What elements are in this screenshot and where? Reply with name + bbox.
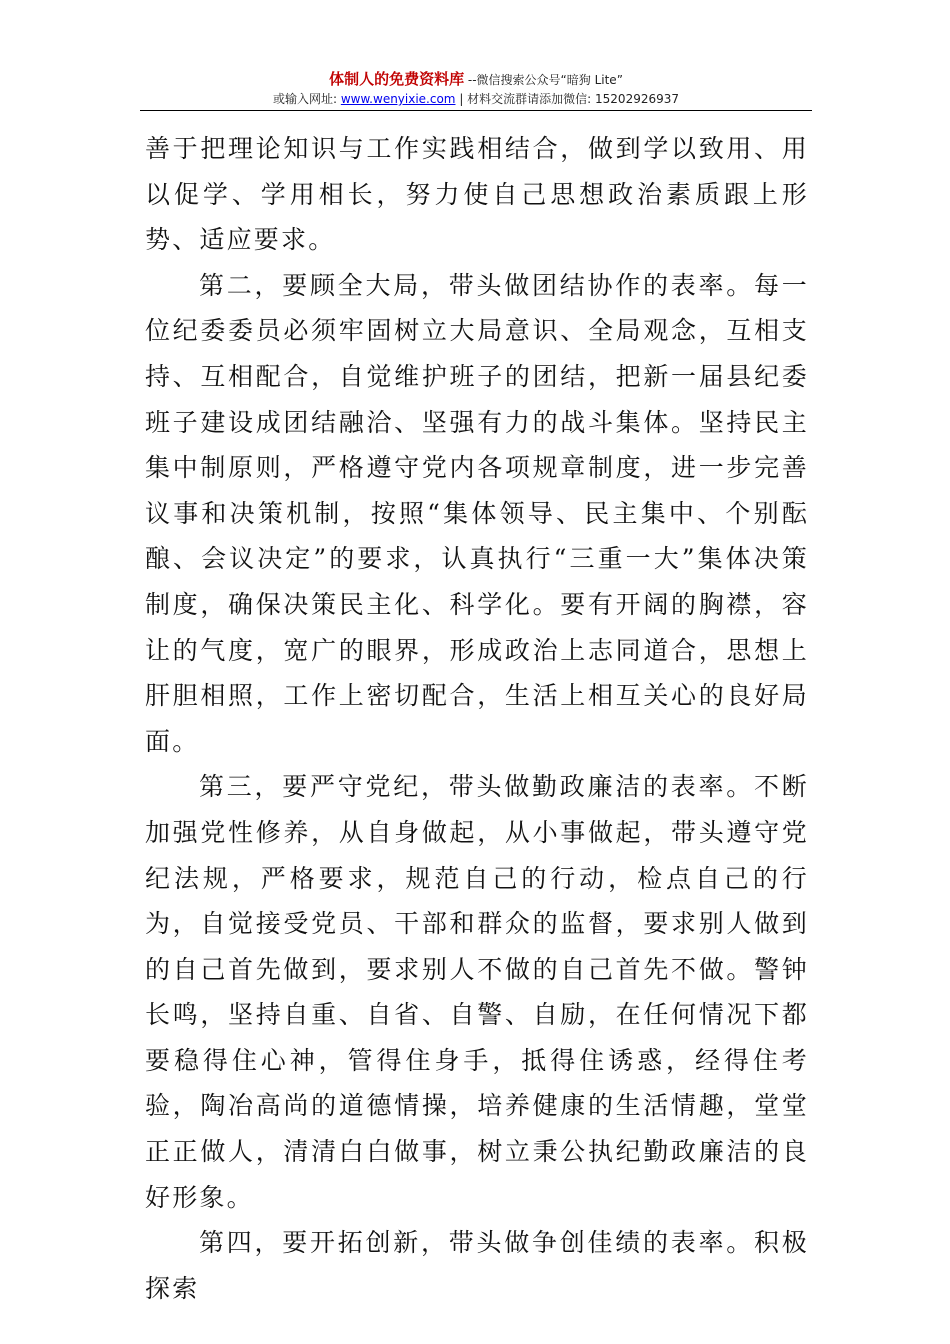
document-body: [145, 126, 809, 1311]
paragraph-continued: 善于把理论知识与工作实践相结合，做到学以致用、用以促学、学用相长，努力使自己思想政治素质跟上形势、适应要求。: [145, 134, 809, 255]
paragraph-third: 第三，要严守党纪，带头做勤政廉洁的表率。不断加强党性修养，从自身做起，从小事做起，带头遵守党纪法规，严格要求，规范自己的行动，检点自己的行为，自觉接受党员、干部和群众的监督，要求别人做到的自己首先做到，要求别人不做的自己首先不做。警钟长鸣，坚持自重、自省、自警、自励，在任何情况下都要稳得住心神，管得住身手，抵得住诱惑，经得住考验，陶冶高尚的道德情操，培养健康的生活情趣，堂堂正正做人，清清白白做事，树立秉公执纪勤政廉洁的良好形象。: [145, 772, 809, 1212]
page-header: [140, 70, 812, 109]
brand-title: 体制人的免费资料库: [329, 70, 465, 88]
website-link[interactable]: www.wenyixie.com: [340, 92, 456, 106]
header-line-2: [140, 90, 812, 109]
paragraph-fourth: 第四，要开拓创新，带头做争创佳绩的表率。积极探索: [145, 1228, 809, 1303]
url-prefix: 或输入网址:: [272, 92, 341, 106]
header-tagline: --微信搜索公众号“暗狗 Lite”: [464, 73, 623, 87]
paragraph-second: 第二，要顾全大局，带头做团结协作的表率。每一位纪委委员必须牢固树立大局意识、全局观念，互相支持、互相配合，自觉维护班子的团结，把新一届县纪委班子建设成团结融洽、坚强有力的战斗集体。坚持民主集中制原则，严格遵守党内各项规章制度，进一步完善议事和决策机制，按照“集体领导、民主集中、个别酝酿、会议决定”的要求，认真执行“三重一大”集体决策制度，确保决策民主化、科学化。要有开阔的胸襟，容让的气度，宽广的眼界，形成政治上志同道合，思想上肝胆相照，工作上密切配合，生活上相互关心的良好局面。: [145, 270, 809, 756]
contact-info: | 材料交流群请添加微信: 15202926937: [455, 92, 680, 106]
header-divider: [140, 110, 812, 111]
header-line-1: [140, 70, 812, 90]
